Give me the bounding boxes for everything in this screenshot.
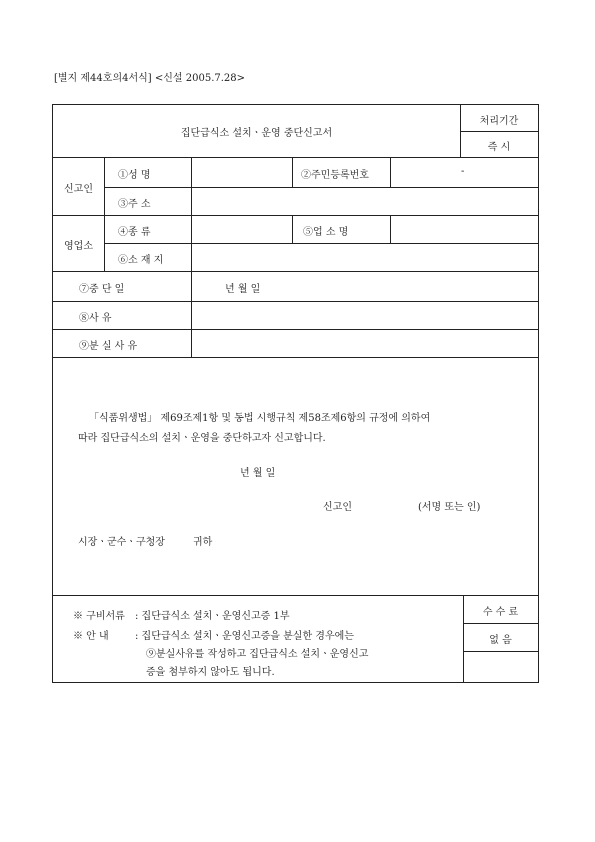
statement-line-2: 따라 집단급식소의 설치ㆍ운영을 중단하고자 신고합니다. xyxy=(78,433,326,444)
signature-label: (서명 또는 인) xyxy=(418,502,481,513)
form-header: [별지 제44호의4서식] <신설 2005.7.28> xyxy=(54,73,246,84)
divider xyxy=(104,243,538,244)
guide-line-2: ⑨분실사유를 작성하고 집단급식소 설치ㆍ운영신고 xyxy=(146,649,369,660)
suspension-date-placeholder: 년 월 일 xyxy=(225,284,261,295)
divider xyxy=(53,271,538,272)
suspension-date-label: ⑦중 단 일 xyxy=(79,284,125,295)
guide-label: ※ 안 내 xyxy=(73,631,109,642)
divider xyxy=(53,329,538,330)
divider xyxy=(104,157,105,271)
divider xyxy=(292,215,293,243)
divider xyxy=(390,157,391,187)
business-type-label: ④종 류 xyxy=(118,227,151,238)
guide-line-1: : 집단급식소 설치ㆍ운영신고증을 분실한 경우에는 xyxy=(135,631,354,642)
fee-value: 없 음 xyxy=(489,635,512,646)
loss-reason-label: ⑨분 실 사 유 xyxy=(79,341,138,352)
divider xyxy=(463,623,538,624)
reporter-group-label: 신고인 xyxy=(64,184,93,195)
required-docs-label: ※ 구비서류 xyxy=(73,611,125,622)
divider xyxy=(53,595,538,596)
divider xyxy=(460,131,538,132)
processing-period-value: 즉 시 xyxy=(487,142,511,153)
divider xyxy=(53,215,538,216)
divider xyxy=(104,187,538,188)
divider xyxy=(53,357,538,358)
divider xyxy=(53,157,538,158)
divider xyxy=(53,301,538,302)
divider xyxy=(191,157,192,357)
divider xyxy=(463,651,538,652)
required-docs-text: : 집단급식소 설치ㆍ운영신고증 1부 xyxy=(135,611,290,622)
name-label: ①성 명 xyxy=(118,170,151,181)
divider xyxy=(390,215,391,243)
honorific: 귀하 xyxy=(193,537,213,548)
business-group-label: 영업소 xyxy=(64,241,93,252)
fee-label: 수 수 료 xyxy=(482,607,519,618)
signer-label: 신고인 xyxy=(323,502,352,513)
location-label: ⑥소 재 지 xyxy=(118,255,164,266)
divider xyxy=(292,157,293,187)
report-form xyxy=(52,104,539,683)
rrn-label: ②주민등록번호 xyxy=(301,170,369,181)
shop-name-label: ⑤업 소 명 xyxy=(303,227,349,238)
reason-label: ⑧사 유 xyxy=(79,313,112,324)
address-label: ③주 소 xyxy=(118,199,151,210)
form-title: 집단급식소 설치ㆍ운영 중단신고서 xyxy=(180,128,333,139)
guide-line-3: 증을 첨부하지 않아도 됩니다. xyxy=(146,667,275,678)
report-date: 년 월 일 xyxy=(240,468,276,479)
processing-period-label: 처리기간 xyxy=(479,116,519,127)
addressee: 시장ㆍ군수ㆍ구청장 xyxy=(78,537,165,548)
rrn-value: - xyxy=(461,166,465,177)
statement-line-1: 「식품위생법」 제69조제1항 및 동법 시행규칙 제58조제6항의 규정에 의하여 xyxy=(89,413,431,424)
